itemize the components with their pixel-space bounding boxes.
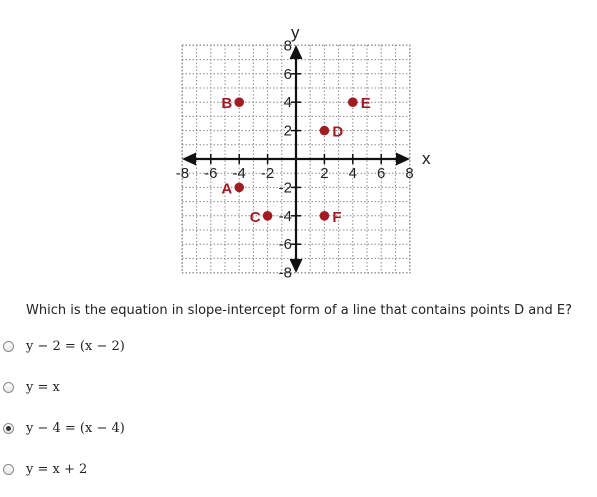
y-tick-label: 6 [283, 65, 292, 83]
x-tick-label: -4 [232, 165, 246, 182]
y-tick-label: 4 [283, 94, 292, 112]
option-1-label: y − 2 = (x − 2) [26, 338, 125, 354]
x-tick-label: -2 [260, 165, 275, 182]
y-tick-label: 2 [283, 122, 292, 140]
y-tick-label: -8 [278, 264, 292, 282]
option-3-label: y − 4 = (x − 4) [26, 420, 125, 436]
x-axis-arrow-right [396, 153, 410, 166]
point-a [234, 183, 244, 193]
x-tick-label: 6 [377, 165, 386, 182]
x-axis-arrow-left [182, 153, 196, 166]
point-label-a: A [221, 180, 233, 198]
option-2-radio[interactable] [3, 382, 14, 393]
option-1[interactable] [3, 335, 125, 357]
point-label-f: F [332, 208, 342, 226]
x-axis-label: x [422, 149, 431, 168]
axes [182, 45, 410, 273]
option-4[interactable] [3, 458, 87, 480]
point-f [320, 211, 330, 221]
x-tick-label: -6 [204, 165, 218, 182]
y-tick-label: -4 [278, 207, 292, 225]
y-axis-label: y [291, 23, 300, 42]
point-label-c: C [249, 208, 261, 226]
x-tick-label: 2 [320, 165, 329, 182]
option-4-radio[interactable] [3, 464, 14, 475]
point-label-b: B [221, 95, 233, 113]
option-2[interactable] [3, 376, 60, 398]
option-4-label: y = x + 2 [26, 461, 88, 477]
x-tick-label: 4 [348, 165, 357, 182]
point-b [234, 97, 244, 107]
point-label-d: D [332, 123, 344, 141]
point-e [348, 97, 358, 107]
y-tick-label: -2 [278, 179, 292, 197]
y-tick-label: -6 [278, 236, 292, 254]
tick-labels [176, 23, 431, 282]
point-label-e: E [360, 95, 371, 113]
point-d [320, 126, 330, 136]
question-text: Which is the equation in slope-intercept form of a line that contains points D and E? [26, 303, 572, 318]
x-tick-label: 8 [405, 165, 414, 182]
x-tick-label: -8 [175, 165, 190, 182]
option-3[interactable] [3, 417, 125, 439]
point-c [263, 211, 273, 221]
y-tick-label: 8 [283, 37, 292, 55]
option-2-label: y = x [26, 379, 60, 395]
option-3-radio[interactable] [3, 423, 14, 434]
option-1-radio[interactable] [3, 341, 14, 352]
